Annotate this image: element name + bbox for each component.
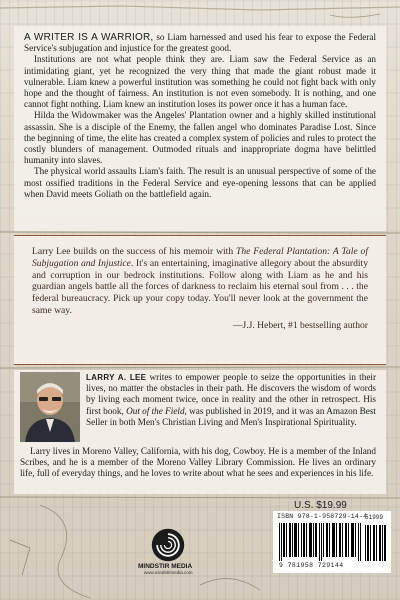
bio-text-a: writes to empower people to seize the opportunities in their lives, no matter the obstacles in their path. He discovers the wisdom of words by living each moment twice, once in reality and the other in retrospect. His first book,	[86, 372, 377, 416]
barcode-bars	[279, 523, 363, 561]
author-bio-paragraph-1	[86, 372, 376, 428]
author-bio-paragraph-2: Larry lives in Moreno Valley, California, with his dog, Cowboy. He is a member of the Inland Scribes, and he is a member of the Moreno Valley Library Commission. He lives an ordinary life, full of everyday things, and he loves to write about what he sees and experiences in his life.	[20, 446, 376, 479]
first-book-title: Out of the Field	[126, 405, 185, 416]
synopsis-p1-text: so Liam harnessed and used his fear to expose the Federal Service's subjugation and injustice for the greatest good.	[24, 32, 376, 54]
author-photo	[20, 372, 80, 442]
lead-caps-text: A WRITER IS A WARRIOR,	[24, 32, 154, 43]
synopsis-paragraph-2: Institutions are not what people think they are. Liam saw the Federal Service as an intimidating giant, yet he recognized the very thing that made the giant robust made it vulnerable. Liam knew a powerful institution was something he could not fight back with only hope and the thought of fairness. An institution is not even somebody. It is nothing, and one cannot fight nothing. Liam knew an institution loses its power once it has a human face.	[24, 54, 376, 110]
barcode-number: 9 781958 729144	[279, 562, 344, 569]
endorsement-quote	[32, 246, 368, 317]
price-label: U.S. $19.99	[294, 500, 347, 511]
mindstir-spiral-icon	[150, 527, 186, 563]
author-bio-rest	[20, 446, 376, 480]
synopsis-panel	[14, 26, 386, 231]
endorsement-panel	[14, 235, 386, 365]
endorsement-text-a: Larry Lee builds on the success of his memoir with	[32, 246, 234, 257]
book-title: The Federal Plantation: A Tale of Subjugation and Injustice	[32, 246, 368, 269]
synopsis-paragraph-4: The physical world assaults Liam's faith. The result is an unusual perspective of some of the most ossified traditions in the Federal Service and eye-opening lessons that can be applied when David meets Goliath on the battlefield again.	[24, 166, 376, 199]
endorsement-attribution: —J.J. Hebert, #1 bestselling author	[232, 319, 368, 331]
bio-text-b: , was published in 2019, and it was an Amazon Best Seller in both Men's Christian Living and Men's Inspirational Spirituality.	[86, 405, 376, 427]
isbn-label: ISBN 978-1-958729-14-4	[277, 513, 368, 520]
publisher-name: MINDSTIR MEDIA	[138, 563, 193, 570]
synopsis-paragraph-1	[24, 32, 376, 54]
publisher-logo	[138, 527, 193, 575]
author-name: LARRY A. LEE	[86, 373, 147, 382]
author-bio-intro	[86, 372, 376, 428]
endorsement-text-b: . It's an entertaining, imaginative allegory about the absurdity and corruption in our bedrock institutions. Follow along with Liam as he and his guardian angels battle all the forces of darkness to reclaim his eternal soul from . . . the federal bureaucracy. Pick up your copy today. You'll never look at the government the same way.	[32, 257, 368, 316]
isbn-barcode	[273, 511, 391, 573]
synopsis-paragraph-3: Hilda the Widowmaker was the Angeles' Plantation owner and a highly skilled institutional assassin. She is a disciple of the Enemy, the fallen angel who dominates Paradise Lost. Since the beginning of time, the elite has created a complex system of policies and rules to protect the costly blunders of management. Outmoded rituals and inappropriate dogma have belittled humanity into slaves.	[24, 110, 376, 166]
publisher-url: www.mindstirmedia.com	[144, 570, 193, 575]
barcode-addon-bars	[365, 521, 387, 561]
barcode-addon-number: 51999	[365, 514, 384, 521]
